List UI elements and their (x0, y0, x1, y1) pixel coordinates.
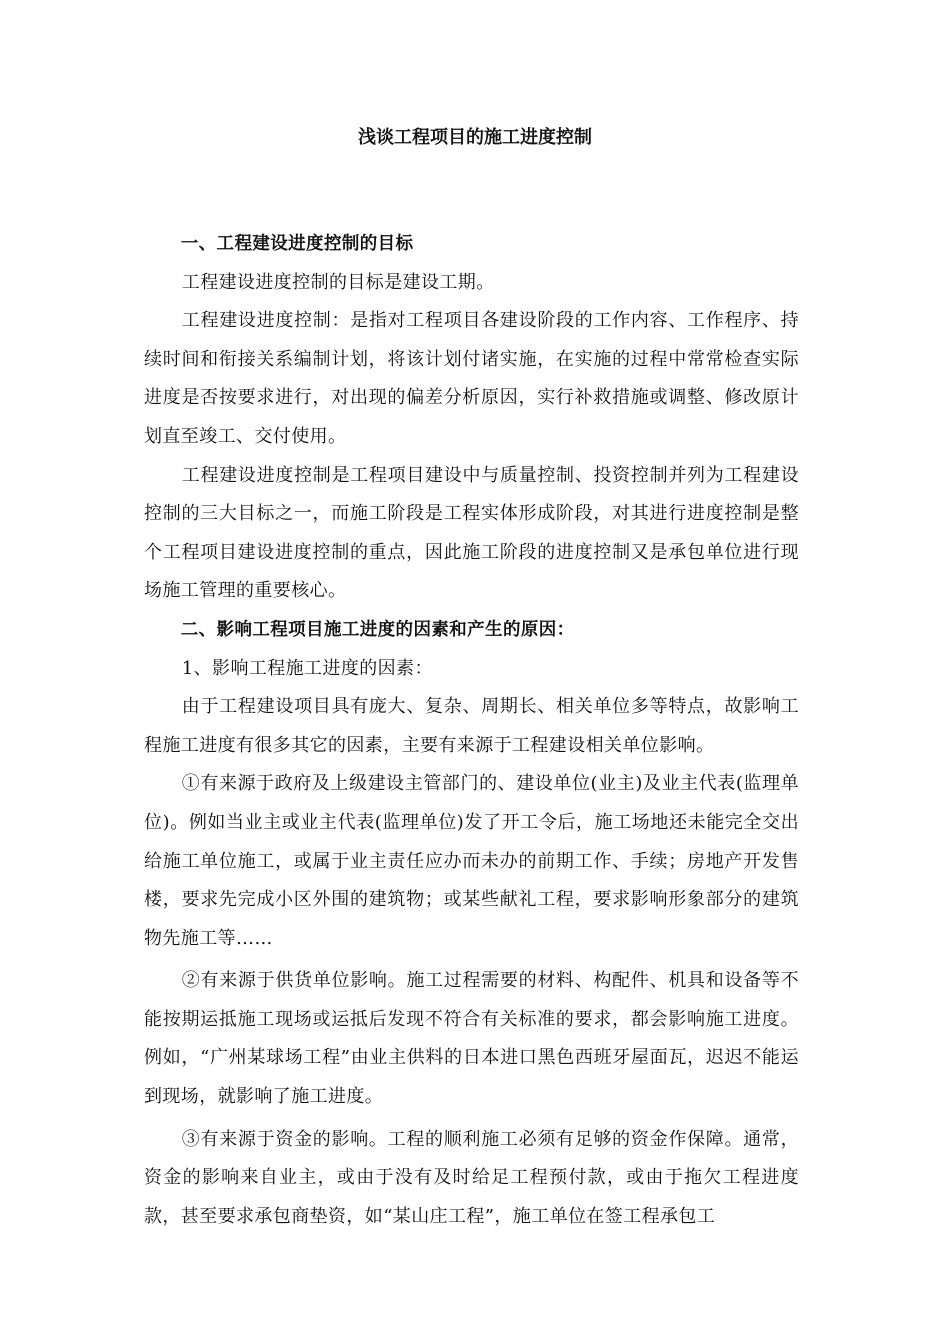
section-heading-1: 一、工程建设进度控制的目标 (180, 234, 414, 254)
paragraph: 工程建设进度控制是工程项目建设中与质量控制、投资控制并列为工程建设控制的三大目标之一，而施工阶段是工程实体形成阶段，对其进行进度控制是整个工程项目建设进度控制的重点，因此施工阶段的进度控制又是承包单位进行现场施工管理的重要核心。 (144, 464, 799, 602)
subsection-heading: 1、影响工程施工进度的因素： (181, 657, 433, 679)
paragraph: ②有来源于供货单位影响。施工过程需要的材料、构配件、机具和设备等不能按期运抵施工现场或运抵后发现不符合有关标准的要求，都会影响施工进度。例如，“广州某球场工程”由业主供料的日本进口黑色西班牙屋面瓦，迟迟不能运到现场，就影响了施工进度。 (144, 970, 799, 1108)
paragraph: 工程建设进度控制的目标是建设工期。 (181, 271, 495, 293)
paragraph: 工程建设进度控制：是指对工程项目各建设阶段的工作内容、工作程序、持续时间和衔接关系编制计划，将该计划付诸实施，在实施的过程中常常检查实际进度是否按要求进行，对出现的偏差分析原因，实行补救措施或调整、修改原计划直至竣工、交付使用。 (144, 310, 799, 447)
paragraph: ①有来源于政府及上级建设主管部门的、建设单位(业主)及业主代表(监理单位)。例如当业主或业主代表(监理单位)发了开工令后，施工场地还未能完全交出给施工单位施工，或属于业主责任应办而未办的前期工作、手续；房地产开发售楼，要求先完成小区外围的建筑物；或某些献礼工程，要求影响形象部分的建筑物先施工等…… (144, 773, 799, 949)
paragraph: ③有来源于资金的影响。工程的顺利施工必须有足够的资金作保障。通常，资金的影响来自业主，或由于没有及时给足工程预付款，或由于拖欠工程进度款，甚至要求承包商垫资，如“某山庄工程”，施工单位在签工程承包工 (144, 1128, 799, 1227)
document-body (144, 225, 799, 1236)
section-heading-2: 二、影响工程项目施工进度的因素和产生的原因： (180, 619, 575, 640)
document-title: 浅谈工程项目的施工进度控制 (358, 127, 592, 148)
paragraph: 由于工程建设项目具有庞大、复杂、周期长、相关单位多等特点，故影响工程施工进度有很多其它的因素，主要有来源于工程建设相关单位影响。 (144, 696, 799, 756)
